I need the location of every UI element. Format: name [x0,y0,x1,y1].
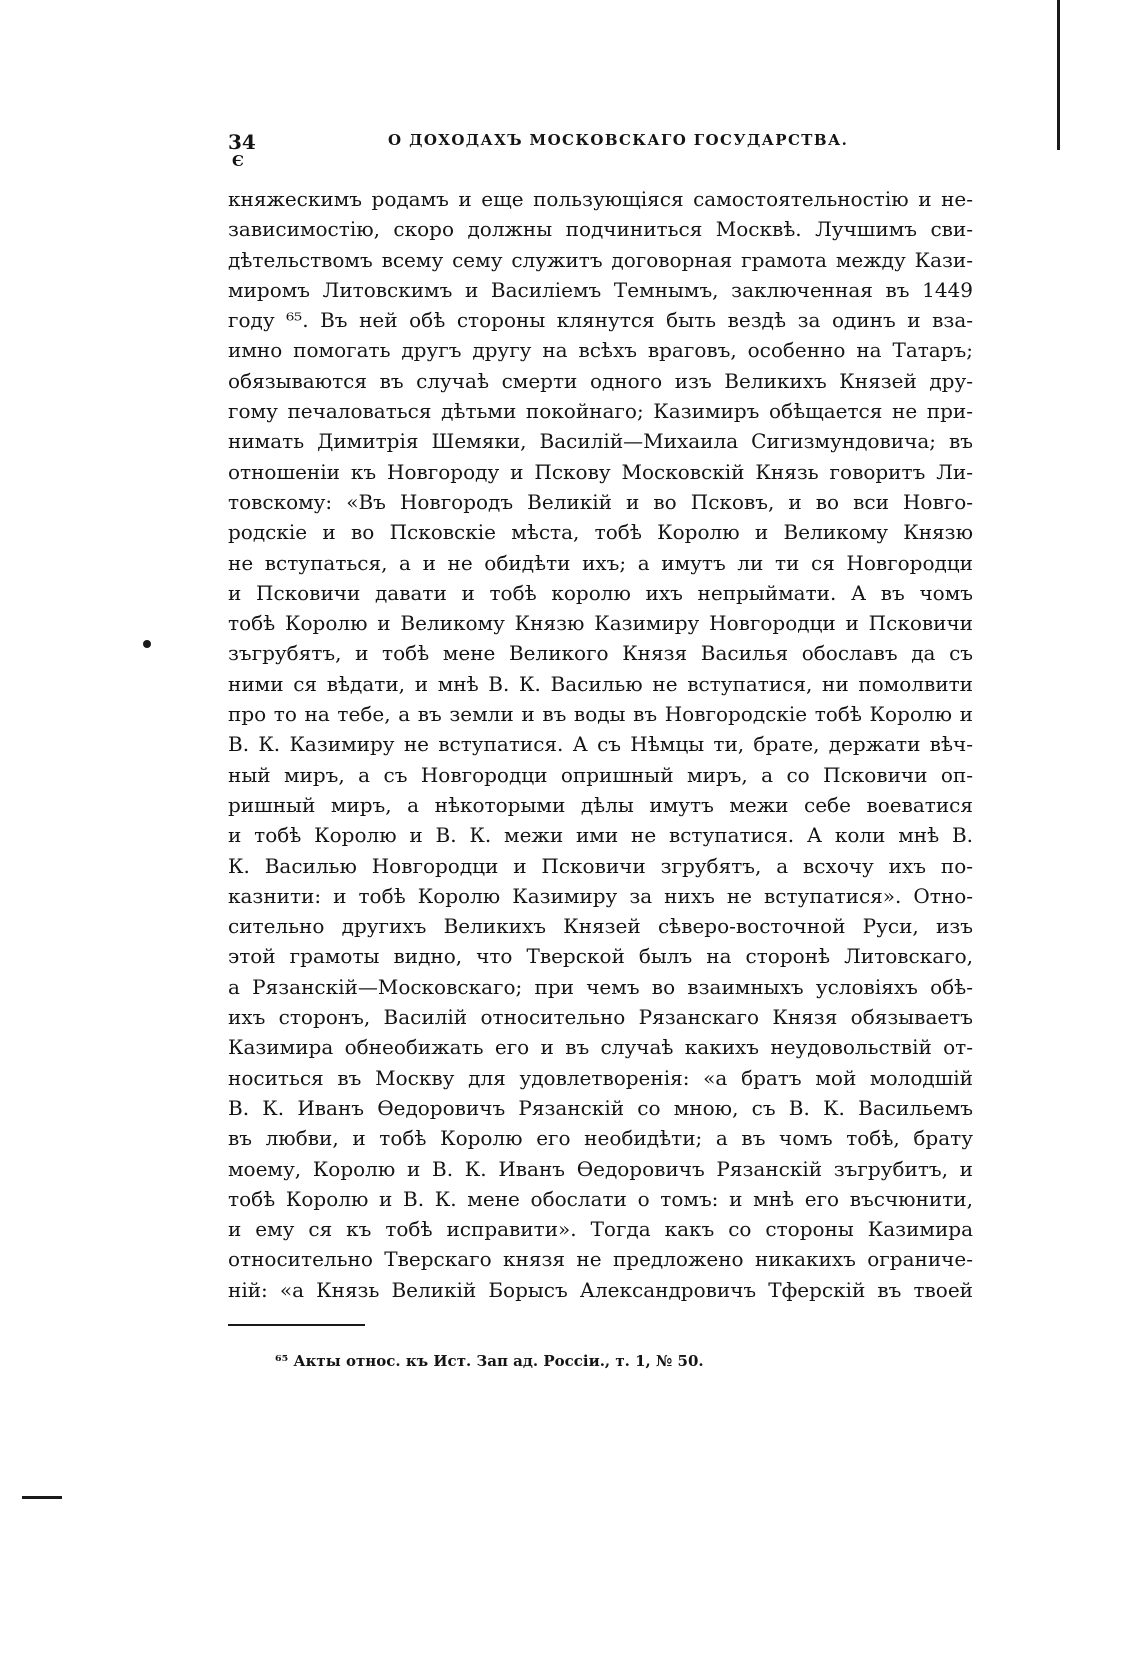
text-line: относительно Тверскаго князя не предложено никакихъ ограниче- [228,1247,973,1272]
text-line: ихъ сторонъ, Василій относительно Рязанскаго Князя обязываетъ [228,1005,973,1030]
text-line: зъгрубятъ, и тобѣ мене Великого Князя Василья обославъ да съ [228,641,973,666]
text-line: родскіе и во Псковскіе мѣста, тобѣ Королю и Великому Князю [228,520,973,545]
page-edge-line [1057,0,1060,150]
text-line: отношеніи къ Новгороду и Пскову Московскій Князь говоритъ Ли- [228,459,973,484]
text-line: имно помогать другъ другу на всѣхъ враговъ, особенно на Татаръ; [228,338,973,363]
text-line: зависимостію, скоро должны подчиниться Москвѣ. Лучшимъ сви- [228,217,973,242]
text-line: ный миръ, а съ Новгородци опришный миръ, а со Псковичи оп- [228,762,973,787]
text-line: нимать Димитрія Шемяки, Василій—Михаила Сигизмундовича; въ [228,429,973,454]
text-line: гому печаловаться дѣтьми покойнаго; Казимиръ обѣщается не при- [228,399,973,424]
text-line: про то на тебе, а въ земли и въ воды въ Новгородскіе тобѣ Королю и [228,702,973,727]
text-line: княжескимъ родамъ и еще пользующіяся самостоятельностію и не- [228,187,973,211]
text-line: а Рязанскій—Московскаго; при чемъ во взаимныхъ условіяхъ обѣ- [228,974,973,999]
text-line: Казимира обнеобижать его и въ случаѣ какихъ неудовольствій от- [228,1035,973,1060]
text-line: товскому: «Въ Новгородъ Великій и во Псковъ, и во вси Новго- [228,489,973,514]
text-line: сительно другихъ Великихъ Князей сѣверо-восточной Руси, изъ [228,914,973,939]
text-line: носиться въ Москву для удовлетворенія: «а братъ мой молодшій [228,1065,973,1090]
text-line: этой грамоты видно, что Тверской былъ на сторонѣ Литовскаго, [228,944,973,969]
text-line: казнити: и тобѣ Королю Казимиру за нихъ не вступатися». Отно- [228,883,973,908]
text-line: не вступаться, а и не обидѣти ихъ; а имутъ ли ти ся Новгородци [228,550,973,575]
text-line: миромъ Литовскимъ и Василіемъ Темнымъ, заключенная въ 1449 [228,277,973,302]
body-text [228,184,973,1305]
page-number: 34 [228,130,256,154]
margin-dash [22,1496,62,1499]
text-line: В. К. Иванъ Ѳедоровичъ Рязанскій со мною, съ В. К. Васильемъ [228,1095,973,1120]
text-line: въ любви, и тобѣ Королю его необидѣти; а въ чомъ тобѣ, брату [228,1126,973,1151]
text-line: и Псковичи давати и тобѣ королю ихъ непрыймати. А въ чомъ [228,580,973,605]
text-line: и ему ся къ тобѣ исправити». Тогда какъ со стороны Казимира [228,1217,973,1242]
signature-mark: Є [232,152,244,170]
text-line: и тобѣ Королю и В. К. межи ими не вступатися. А коли мнѣ В. [228,823,973,848]
text-line: моему, Королю и В. К. Иванъ Ѳедоровичъ Рязанскій зъгрубитъ, и [228,1156,973,1181]
footnote-rule [228,1324,365,1326]
text-line: тобѣ Королю и В. К. мене обослати о томъ: и мнѣ его въсчюнити, [228,1186,973,1211]
text-line: тобѣ Королю и Великому Князю Казимиру Новгородци и Псковичи [228,611,973,636]
text-line: ній: «а Князь Великій Борысъ Александровичъ Тферскій въ твоей [228,1277,973,1302]
text-line: году ⁶⁵. Въ ней обѣ стороны клянутся быть вездѣ за одинъ и вза- [228,308,973,333]
text-line: В. К. Казимиру не вступатися. А съ Нѣмцы ти, брате, держати вѣч- [228,732,973,757]
text-line: обязываются въ случаѣ смерти одного изъ Великихъ Князей дру- [228,368,973,393]
running-title: О ДОХОДАХЪ МОСКОВСКАГО ГОСУДАРСТВА. [388,131,849,149]
margin-dot [143,640,151,648]
text-line: ними ся вѣдати, и мнѣ В. К. Василью не вступатися, ни помолвити [228,671,973,696]
text-line: К. Василью Новгородци и Псковичи згрубятъ, а всхочу ихъ по- [228,853,973,878]
footnote: ⁶⁵ Акты относ. къ Ист. Зап ад. Россіи., т. 1, № 50. [275,1352,704,1370]
text-line: ришный миръ, а нѣкоторыми дѣлы имутъ межи себе воеватися [228,792,973,817]
text-line: дѣтельствомъ всему сему служитъ договорная грамота между Кази- [228,247,973,272]
